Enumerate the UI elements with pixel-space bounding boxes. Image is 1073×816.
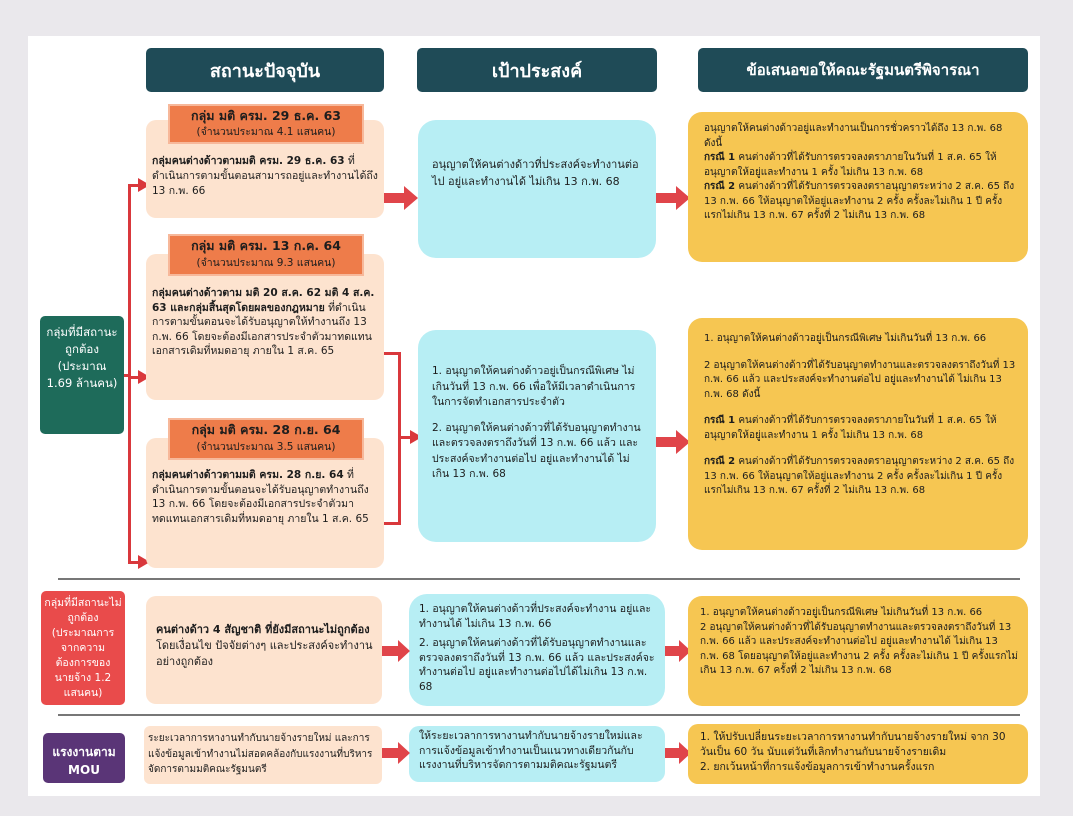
proposal-1-case-2-text: คนต่างด้าวที่ได้รับการตรวจลงตราอนุญาตระหว่าง 2 ส.ค. 65 ถึง 13 ก.พ. 66 ให้อนุญาตให้อยู่และทำงาน 2 ครั้ง ครั้งละไม่เกิน 1 ปี ครั้งแรกไม่เกิน 13 ก.พ. 67 ครั้งที่ 2 ไม่เกิน 13 ก.พ. 68: [704, 181, 1015, 221]
group-2-text: ที่ดำเนินการตามขั้นตอนจะได้รับอนุญาตให้ทำงานถึง 13 ก.พ. 66 โดยจะต้องมีเอกสารประจำตัวมาทดแทนเอกสารเดิมที่หมดอายุ ภายใน 1 ส.ค. 65: [152, 301, 372, 357]
side-label-legal: กลุ่มที่มีสถานะถูกต้อง (ประมาณ 1.69 ล้านคน): [40, 316, 124, 434]
divider: [58, 578, 1020, 580]
group-3-tag-title: กลุ่ม มติ ครม. 28 ก.ย. 64: [191, 422, 341, 437]
group-1-tag-title: กลุ่ม มติ ครม. 29 ธ.ค. 63: [191, 108, 341, 123]
goal-2: [418, 330, 656, 542]
proposal-2-item-2: 2 อนุญาตให้คนต่างด้าวที่ได้รับอนุญาตทำงานและตรวจลงตราถึงวันที่ 13 ก.พ. 66 แล้ว และประสงค์จะทำงานต่อไป อยู่และทำงานได้ ไม่เกิน 13 ก.พ. 68 ดังนี้: [704, 359, 1016, 400]
proposal-1-case-2: [704, 180, 1016, 224]
proposal-mou-item-1: 1. ให้ปรับเปลี่ยนระยะเวลาการหางานทำกับนายจ้างรายใหม่ จาก 30 วันเป็น 60 วัน นับแต่วันที่เลิกทำงานกับนายจ้างรายเดิม: [700, 731, 1006, 758]
group-1-tag-count: (จำนวนประมาณ 4.1 แสนคน): [196, 126, 336, 138]
proposal-2-case-2-label: กรณี 2: [704, 456, 736, 467]
goal-1: [418, 120, 656, 258]
illegal-title: คนต่างด้าว 4 สัญชาติ ที่ยังมีสถานะไม่ถูกต้อง: [156, 623, 370, 636]
group-1-text: ที่ดำเนินการตามขั้นตอนสามารถอยู่และทำงานได้ถึง 13 ก.พ. 66: [152, 155, 378, 197]
proposal-2-case-2-text: คนต่างด้าวที่ได้รับการตรวจลงตราอนุญาตระหว่าง 2 ส.ค. 65 ถึง 13 ก.พ. 66 ให้อนุญาตให้อยู่และทำงาน 2 ครั้ง ครั้งละไม่เกิน 1 ปี ครั้งแรกไม่เกิน 13 ก.พ. 67 ครั้งที่ 2 ไม่เกิน 13 ก.พ. 68: [704, 456, 1015, 496]
goal-illegal-item-1: 1. อนุญาตให้คนต่างด้าวที่ประสงค์จะทำงาน อยู่และทำงานได้ ไม่เกิน 13 ก.พ. 66: [419, 603, 652, 630]
proposal-2-case-1: [704, 414, 1016, 443]
illegal-text: โดยเงื่อนไข ปัจจัยต่างๆ และประสงค์จะทำงานอย่างถูกต้อง: [156, 639, 373, 668]
group-1-description: [152, 154, 378, 199]
goal-illegal-item-2: 2. อนุญาตให้คนต่างด้าวที่ได้รับอนุญาตทำงานและตรวจลงตราถึงวันที่ 13 ก.พ. 66 แล้ว และประสงค์จะทำงานต่อไป อยู่และทำงานต่อไปได้ไม่เกิน 13 ก.พ. 68: [419, 637, 655, 693]
proposal-1-case-1-text: คนต่างด้าวที่ได้รับการตรวจลงตราภายในวันที่ 1 ส.ค. 65 ให้อนุญาตให้อยู่และทำงาน 1 ครั้ง ไม่เกิน 13 ก.พ. 68: [704, 152, 997, 178]
proposal-illegal-item-2: 2 อนุญาตให้คนต่างด้าวที่ได้รับอนุญาตทำงานและตรวจลงตราถึงวันที่ 13 ก.พ. 66 แล้ว และประสงค์จะทำงานต่อไป อยู่และทำงานได้ ไม่เกิน 13 ก.พ. 68 โดยอนุญาตให้อยู่และทำงาน 2 ครั้ง ครั้งละไม่เกิน 1 ปี ครั้งแรกไม่เกิน 13 ก.พ. 67 ครั้งที่ 2 ไม่เกิน 13 ก.พ. 68: [700, 621, 1019, 676]
arrow-right-icon: [656, 186, 690, 210]
goal-illegal: [409, 594, 665, 706]
proposal-1-intro: อนุญาตให้คนต่างด้าวอยู่และทำงานเป็นการชั่วคราวได้ถึง 13 ก.พ. 68 ดังนี้: [704, 123, 1003, 149]
header-proposal: ข้อเสนอขอให้คณะรัฐมนตรีพิจารณา: [698, 48, 1028, 92]
proposal-mou-item-2: 2. ยกเว้นหน้าที่การแจ้งข้อมูลการเข้าทำงานครั้งแรก: [700, 761, 935, 773]
group-2-tag-title: กลุ่ม มติ ครม. 13 ก.ค. 64: [191, 238, 341, 253]
arrow-right-icon: [656, 430, 690, 454]
proposal-2-case-1-label: กรณี 1: [704, 415, 736, 426]
group-3-description: [152, 468, 378, 526]
proposal-1-case-1-label: กรณี 1: [704, 152, 736, 163]
group-2-tag-count: (จำนวนประมาณ 9.3 แสนคน): [196, 257, 336, 269]
group-2-title: กลุ่มคนต่างด้าวตาม มติ 20 ส.ค. 62 มติ 4 ส.ค. 63 และกลุ่มสิ้นสุดโดยผลของกฎหมาย: [152, 287, 375, 314]
proposal-2-item-1: 1. อนุญาตให้คนต่างด้าวอยู่เป็นกรณีพิเศษ ไม่เกินวันที่ 13 ก.พ. 66: [704, 333, 987, 344]
group-2-tag: [168, 234, 364, 276]
group-1-title: กลุ่มคนต่างด้าวตามมติ ครม. 29 ธ.ค. 63: [152, 155, 345, 167]
header-goal: เป้าประสงค์: [417, 48, 657, 92]
infographic: [28, 36, 1040, 796]
goal-2-item-1: 1. อนุญาตให้คนต่างด้าวอยู่เป็นกรณีพิเศษ ไม่เกินวันที่ 13 ก.พ. 66 เพื่อให้มีเวลาดำเนินการในการจัดทำเอกสารประจำตัว: [432, 365, 636, 408]
side-label-illegal: กลุ่มที่มีสถานะไม่ถูกต้อง (ประมาณการจากความต้องการของนายจ้าง 1.2 แสนคน): [41, 591, 125, 705]
header-current-status: สถานะปัจจุบัน: [146, 48, 384, 92]
proposal-2: [688, 318, 1028, 550]
proposal-1: [688, 112, 1028, 262]
mou-text: ระยะเวลาการหางานทำกับนายจ้างรายใหม่ และการแจ้งข้อมูลเข้าทำงานไม่สอดคล้องกับแรงงานที่บริหารจัดการตามมติคณะรัฐมนตรี: [148, 733, 373, 775]
goal-1-text: อนุญาตให้คนต่างด้าวที่ประสงค์จะทำงานต่อไป อยู่และทำงานได้ ไม่เกิน 13 ก.พ. 68: [432, 158, 639, 188]
arrow-right-icon: [382, 742, 410, 764]
proposal-mou: [688, 724, 1028, 784]
group-2-description: [152, 286, 378, 359]
proposal-1-case-1: [704, 151, 1016, 180]
proposal-illegal-item-1: 1. อนุญาตให้คนต่างด้าวอยู่เป็นกรณีพิเศษ ไม่เกินวันที่ 13 ก.พ. 66: [700, 607, 983, 618]
arrow-right-icon: [382, 640, 410, 662]
goal-mou-text: ให้ระยะเวลาการหางานทำกับนายจ้างรายใหม่และการแจ้งข้อมูลเข้าทำงานเป็นแนวทางเดียวกันกับแรงงานที่บริหารจัดการตามมติคณะรัฐมนตรี: [419, 730, 643, 771]
arrow-right-icon: [384, 186, 418, 210]
proposal-1-case-2-label: กรณี 2: [704, 181, 736, 192]
divider: [58, 714, 1020, 716]
goal-2-item-2: 2. อนุญาตให้คนต่างด้าวที่ได้รับอนุญาตทำงานและตรวจลงตราถึงวันที่ 13 ก.พ. 66 แล้ว และประสงค์จะทำงานต่อไป อยู่และทำงานได้ ไม่เกิน 13 ก.พ. 68: [432, 421, 641, 480]
side-label-mou: แรงงานตาม MOU: [43, 733, 125, 783]
status-illegal: [146, 596, 382, 704]
proposal-2-case-2: [704, 455, 1016, 499]
proposal-2-case-1-text: คนต่างด้าวที่ได้รับการตรวจลงตราภายในวันที่ 1 ส.ค. 65 ให้อนุญาตให้อยู่และทำงาน 1 ครั้ง ไม่เกิน 13 ก.พ. 68: [704, 415, 997, 441]
group-3-title: กลุ่มคนต่างด้าวตามมติ ครม. 28 ก.ย. 64: [152, 469, 344, 481]
goal-mou: [409, 726, 665, 782]
group-3-text: ที่ดำเนินการตามขั้นตอนจะได้รับอนุญาตทำงานถึง 13 ก.พ. 66 โดยจะต้องมีเอกสารประจำตัวมาทดแทนเอกสารเดิมที่หมดอายุ ภายใน 1 ส.ค. 65: [152, 469, 369, 525]
bracket-connector: [128, 184, 131, 564]
group-3-tag-count: (จำนวนประมาณ 3.5 แสนคน): [196, 441, 336, 453]
group-3-tag: [168, 418, 364, 460]
status-mou: [144, 726, 382, 784]
group-1-tag: [168, 104, 364, 144]
proposal-illegal: [688, 596, 1028, 706]
